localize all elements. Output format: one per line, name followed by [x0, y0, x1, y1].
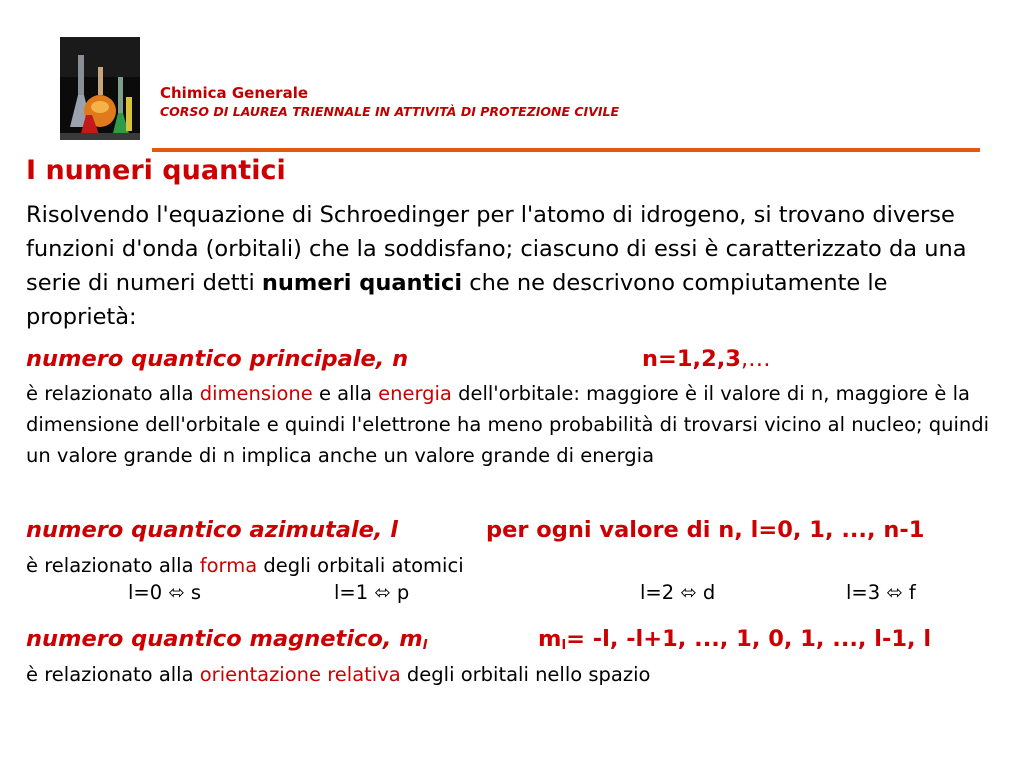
intro-bold-term: numeri quantici	[261, 270, 463, 296]
azimuthal-label: numero quantico azimutale, l	[26, 517, 399, 543]
principal-desc-highlight-2: energia	[378, 382, 452, 405]
magnetic-value-rest: = -l, -l+1, ..., 1, 0, 1, ..., l-1, l	[566, 626, 932, 652]
mapping-l3: l=3 ⬄ f	[846, 581, 916, 604]
principal-description	[26, 378, 1001, 471]
principal-value-main: n=1,2,3	[642, 346, 741, 372]
magnetic-desc-1: è relazionato alla	[26, 663, 200, 686]
course-subtitle: CORSO DI LAUREA TRIENNALE IN ATTIVITÀ DI PROTEZIONE CIVILE	[160, 104, 620, 119]
magnetic-label-subscript: l	[422, 637, 428, 653]
orbital-letter-mappings	[0, 581, 1024, 611]
principal-desc-1: è relazionato alla	[26, 382, 200, 405]
azimuthal-desc-highlight: forma	[199, 554, 258, 577]
azimuthal-value: per ogni valore di n, l=0, 1, ..., n-1	[486, 517, 925, 543]
magnetic-desc-highlight: orientazione relativa	[199, 663, 401, 686]
principal-label: numero quantico principale, n	[26, 346, 409, 372]
mapping-l1: l=1 ⬄ p	[334, 581, 410, 604]
principal-value	[642, 346, 771, 372]
azimuthal-description	[26, 550, 1001, 581]
principal-value-suffix: ,…	[740, 346, 771, 372]
azimuthal-desc-2: degli orbitali atomici	[257, 554, 464, 577]
principal-heading	[26, 346, 1006, 380]
magnetic-description	[26, 659, 1001, 690]
magnetic-label	[26, 626, 427, 653]
header-divider	[152, 148, 980, 152]
intro-text-before: Risolvendo l'equazione di Schroedinger per l'atomo di idrogeno, si trovano diverse funzioni d'onda (orbitali) che la soddisfano; ciascuno di essi è caratterizzato da una serie di numeri detti	[26, 202, 967, 296]
mapping-l0: l=0 ⬄ s	[128, 581, 202, 604]
azimuthal-desc-1: è relazionato alla	[26, 554, 200, 577]
magnetic-desc-2: degli orbitali nello spazio	[400, 663, 651, 686]
magnetic-value-m: m	[538, 626, 562, 652]
principal-desc-highlight-1: dimensione	[199, 382, 313, 405]
mapping-l2: l=2 ⬄ d	[640, 581, 716, 604]
magnetic-value-subscript: l	[561, 637, 567, 653]
magnetic-value	[538, 626, 931, 653]
principal-desc-2: e alla	[312, 382, 379, 405]
principal-desc-3: dell'orbitale: maggiore è il valore di n, maggiore è la dimensione dell'orbitale e quindi l'elettrone ha meno probabilità di trovarsi vicino al nucleo; quindi un valore grande di n implica anche un valore grande di energia	[26, 382, 990, 467]
intro-paragraph	[26, 198, 1001, 334]
course-title: Chimica Generale	[160, 84, 309, 102]
slide-title: I numeri quantici	[26, 155, 286, 186]
chemistry-flasks-logo	[60, 37, 140, 140]
azimuthal-heading	[26, 517, 1006, 551]
intro-text-after: che ne descrivono compiutamente le proprietà:	[26, 270, 888, 330]
magnetic-label-text: numero quantico magnetico, m	[26, 626, 423, 652]
magnetic-heading	[26, 626, 1006, 660]
